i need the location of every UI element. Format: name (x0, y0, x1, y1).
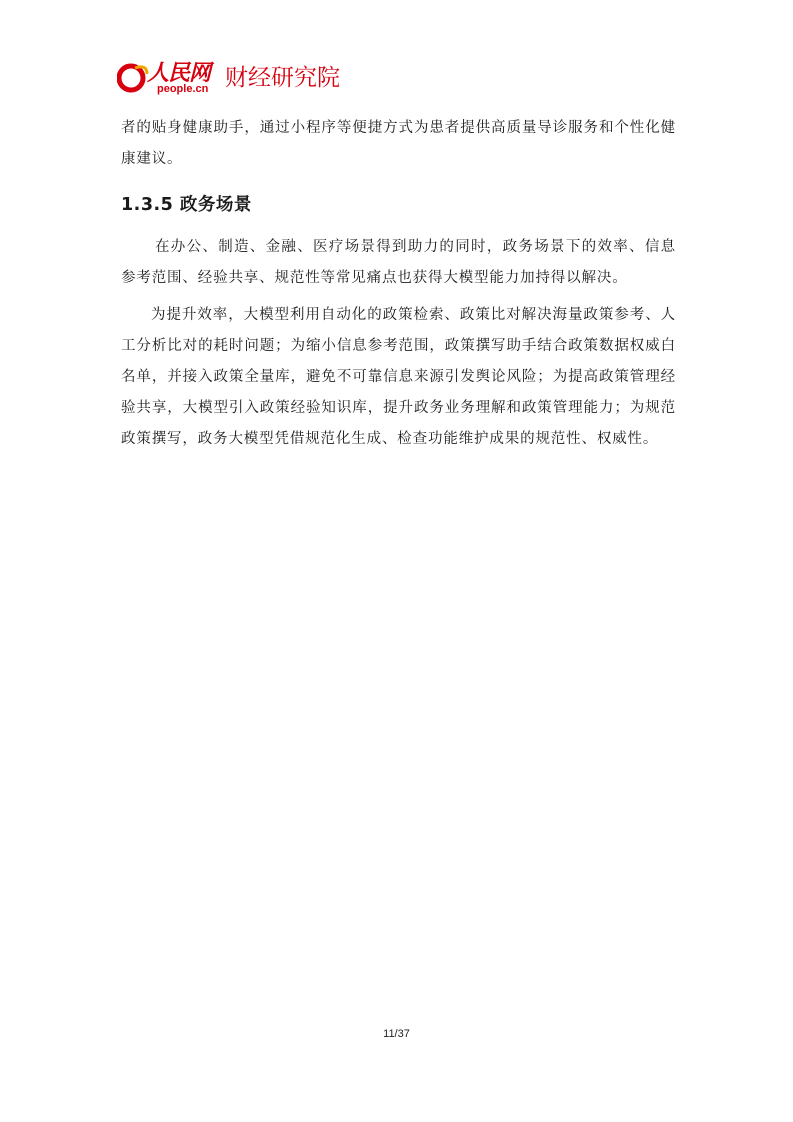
people-logo-icon (117, 62, 149, 94)
logo-chinese-text: 人民网 (147, 60, 211, 86)
page-number: 11/37 (383, 1028, 410, 1040)
section-heading: 1.3.5 政务场景 (121, 195, 252, 215)
paragraph-2: 为提升效率，大模型利用自动化的政策检索、政策比对解决海量政策参考、人工分析比对的耗时问题；为缩小信息参考范围，政策撰写助手结合政策数据权威白名单，并接入政策全量库，避免不可靠信息来源引发舆论风险；为提高政策管理经验共享，大模型引入政策经验知识库，提升政务业务理解和政策管理能力；为规范政策撰写，政务大模型凭借规范化生成、检查功能维护成果的规范性、权威性。 (121, 307, 676, 447)
institute-name: 财经研究院 (225, 65, 340, 91)
page-header (117, 56, 417, 100)
document-body (121, 113, 676, 455)
logo-english-text: people.cn (157, 83, 209, 95)
paragraph-1: 在办公、制造、金融、医疗场景得到助力的同时，政务场景下的效率、信息参考范围、经验共享、规范性等常见痛点也获得大模型能力加持得以解决。 (121, 239, 676, 286)
intro-paragraph: 者的贴身健康助手，通过小程序等便捷方式为患者提供高质量导诊服务和个性化健康建议。 (121, 120, 676, 167)
